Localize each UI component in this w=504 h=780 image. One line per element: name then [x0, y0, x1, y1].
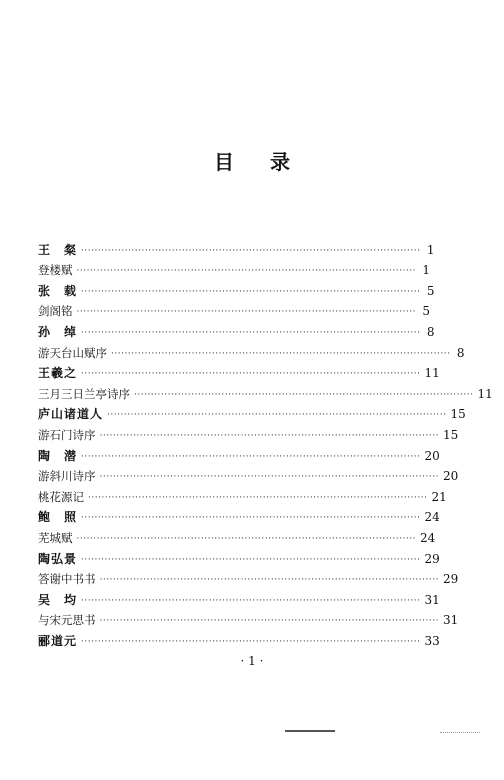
- toc-entry[interactable]: [38, 442, 440, 463]
- toc-leader-dots: ·····································································································: [81, 636, 421, 647]
- toc-work-title: 与宋元思书: [38, 613, 96, 628]
- toc-entry[interactable]: [38, 483, 447, 504]
- toc-entry[interactable]: [38, 360, 440, 381]
- title-char-1: 目: [214, 150, 234, 174]
- toc-leader-dots: ·····································································································: [76, 533, 416, 544]
- toc-page-number: 20: [442, 469, 459, 484]
- toc-author-name: 吴 均: [38, 592, 78, 607]
- page-title: [0, 146, 504, 175]
- toc-leader-dots: ·····································································································: [81, 595, 421, 606]
- toc-page-number: 5: [426, 283, 435, 298]
- toc-leader-dots: ·····································································································: [81, 554, 421, 565]
- toc-author-name: 张 载: [38, 283, 78, 298]
- toc-entry[interactable]: [38, 236, 435, 257]
- toc-work-title: 游石门诗序: [38, 427, 96, 442]
- toc-leader-dots: ·····································································································: [81, 286, 421, 297]
- toc-author-name: 王羲之: [38, 366, 78, 381]
- toc-work-title: 桃花源记: [38, 489, 84, 504]
- toc-leader-dots: ·····································································································: [81, 369, 421, 380]
- toc-leader-dots: ·····································································································: [81, 513, 421, 524]
- toc-entry[interactable]: [38, 401, 466, 422]
- toc-entry[interactable]: [38, 607, 459, 628]
- toc-work-title: 芜城赋: [38, 530, 73, 545]
- toc-entry[interactable]: [38, 566, 459, 587]
- toc-page-number: 31: [442, 613, 459, 628]
- toc-leader-dots: ·····································································································: [99, 430, 439, 441]
- toc-entry[interactable]: [38, 257, 430, 278]
- toc-entry[interactable]: [38, 504, 440, 525]
- toc-page-number: 5: [422, 304, 430, 319]
- toc-leader-dots: ·····································································································: [76, 266, 416, 277]
- toc-entry[interactable]: [38, 627, 440, 648]
- toc-entry[interactable]: [38, 586, 440, 607]
- toc-page-number: 33: [424, 633, 440, 648]
- toc-page-number: 24: [424, 510, 440, 525]
- toc-work-title: 登楼赋: [38, 263, 73, 278]
- toc-author-name: 庐山诸道人: [38, 407, 104, 422]
- toc-page-number: 20: [424, 448, 440, 463]
- toc-page-number: 1: [426, 242, 435, 257]
- toc-entry[interactable]: [38, 421, 459, 442]
- toc-entry[interactable]: [38, 339, 465, 360]
- toc-page-number: 8: [426, 324, 435, 339]
- toc-page-number: 11: [424, 366, 440, 381]
- toc-page-number: 15: [442, 427, 459, 442]
- toc-entry[interactable]: [38, 298, 430, 319]
- toc-leader-dots: ·····································································································: [111, 348, 451, 359]
- toc-work-title: 游天台山赋序: [38, 345, 107, 360]
- toc-author-name: 孙 绰: [38, 324, 78, 339]
- title-char-2: 录: [270, 150, 290, 174]
- toc-page-number: 31: [424, 592, 440, 607]
- toc-entry[interactable]: [38, 318, 435, 339]
- toc-entry[interactable]: [38, 545, 440, 566]
- scan-artifact-dots: [440, 726, 480, 733]
- toc-leader-dots: ·····································································································: [81, 245, 421, 256]
- toc-page-number: 1: [422, 263, 430, 278]
- toc-author-name: 王 粲: [38, 242, 78, 257]
- toc-page-number: 8: [456, 345, 465, 360]
- toc-author-name: 鲍 照: [38, 510, 78, 525]
- toc-leader-dots: ·····································································································: [88, 492, 428, 503]
- toc-leader-dots: ·····································································································: [99, 472, 439, 483]
- toc-author-name: 郦道元: [38, 633, 78, 648]
- toc-entry[interactable]: [38, 463, 459, 484]
- toc-author-name: 陶 潜: [38, 448, 78, 463]
- toc-work-title: 剑阁铭: [38, 304, 73, 319]
- toc-leader-dots: ·····································································································: [134, 389, 474, 400]
- toc-entry[interactable]: [38, 524, 436, 545]
- toc-work-title: 游斜川诗序: [38, 469, 96, 484]
- toc-leader-dots: ·····································································································: [99, 616, 439, 627]
- toc-page-number: 29: [424, 551, 440, 566]
- toc-entry[interactable]: [38, 380, 493, 401]
- page-number-footer: · 1 ·: [240, 654, 264, 668]
- table-of-contents: [38, 236, 493, 648]
- toc-author-name: 陶弘景: [38, 551, 78, 566]
- toc-page-number: 11: [477, 386, 493, 401]
- toc-entry[interactable]: [38, 277, 435, 298]
- toc-leader-dots: ·····································································································: [81, 327, 421, 338]
- scan-artifact-line: [285, 730, 335, 732]
- toc-page-number: 21: [431, 489, 447, 504]
- toc-work-title: 三月三日兰亭诗序: [38, 386, 130, 401]
- toc-leader-dots: ·····································································································: [99, 575, 439, 586]
- toc-work-title: 答谢中书书: [38, 572, 96, 587]
- toc-page-number: 24: [419, 530, 436, 545]
- toc-leader-dots: ·····································································································: [81, 451, 421, 462]
- toc-leader-dots: ·····································································································: [107, 410, 447, 421]
- toc-leader-dots: ·····································································································: [76, 307, 416, 318]
- toc-page-number: 15: [450, 407, 466, 422]
- toc-page-number: 29: [442, 572, 459, 587]
